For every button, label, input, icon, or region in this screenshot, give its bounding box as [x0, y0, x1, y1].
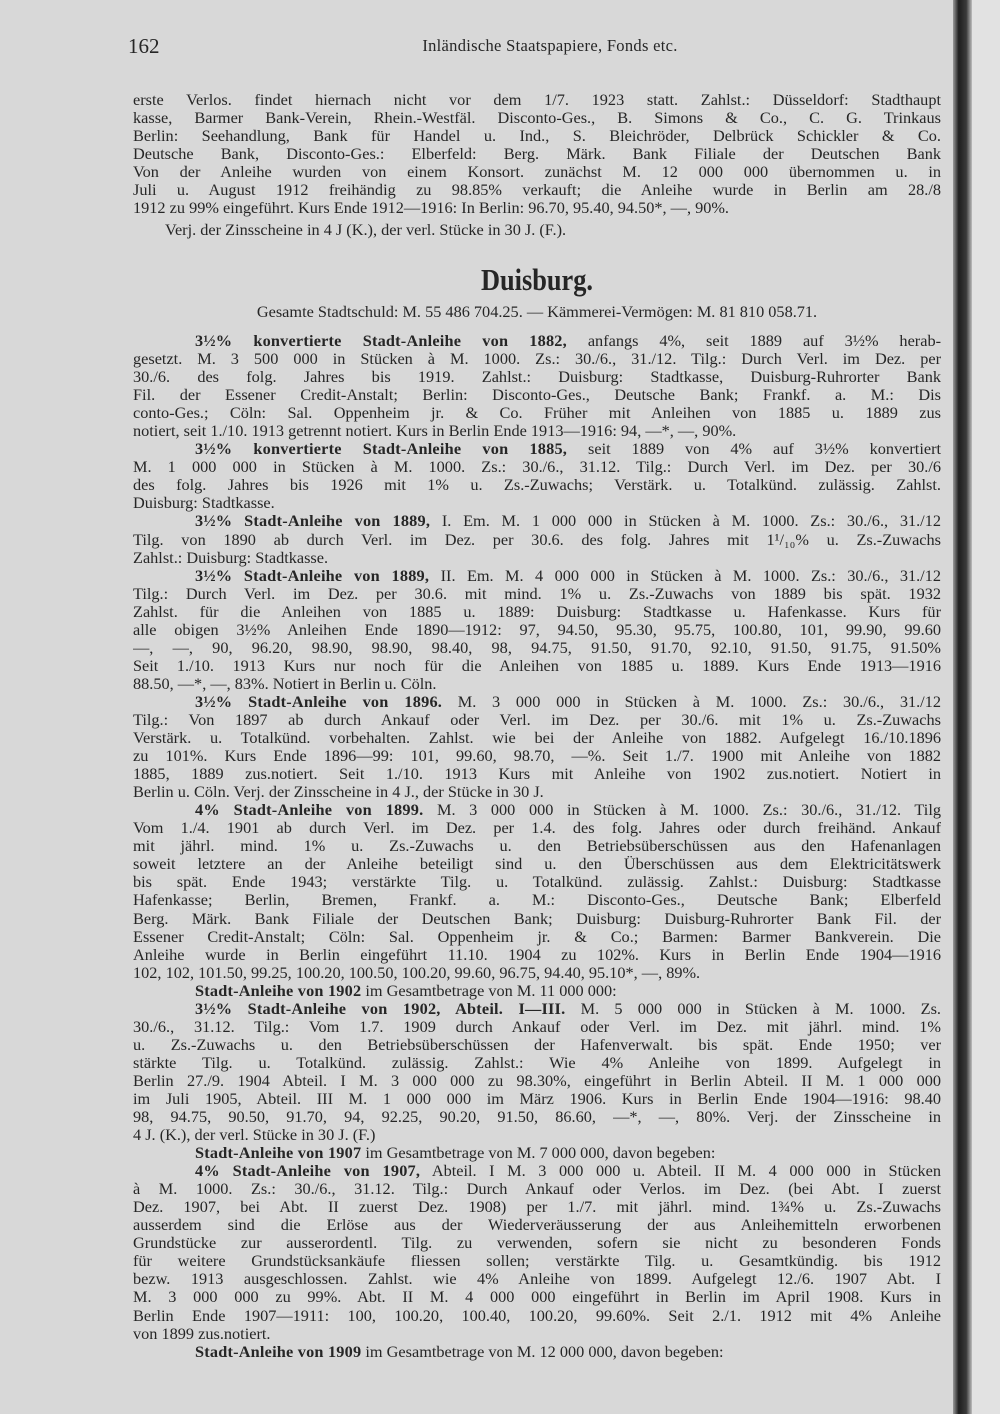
text-line: [133, 729, 941, 747]
text-run: anfangs 4%, seit 1889 auf 3½% herab-: [566, 332, 941, 350]
text-run: Dez. 1907, bei Abt. II zuerst Dez. 1908) per 1./7. mit jährl. mind. 1¾% u. Zs.-Zuwachs: [133, 1198, 941, 1217]
text-run: Tilg.: Von 1897 ab durch Ankauf oder Verl. im Dez. per 30./6. mit 1% u. Zs.-Zuwachs: [133, 710, 941, 729]
text-run: Abteil. I M. 3 000 000 u. Abteil. II M. 4 000 000 in Stücken: [420, 1162, 941, 1181]
text-line: [133, 603, 941, 621]
text-run: von 1899 zus.notiert.: [133, 1324, 271, 1343]
text-run: soweit letztere an der Anleihe beteiligt sind u. den Überschüssen aus dem Elektricitätswerk: [133, 855, 941, 874]
text-run: im Gesamtbetrage von M. 7 000 000, davon begeben:: [361, 1144, 716, 1163]
text-run: Juli u. August 1912 freihändig zu 98.85% verkauft; die Anleihe wurde in Berlin am 28./8: [133, 181, 941, 199]
text-run: Zahlst. für die Anleihen von 1885 u. 1889: Duisburg: Stadtkasse u. Hafenkasse. Kurs für: [133, 602, 941, 621]
text-run: Berlin Ende 1907—1911: 100, 100.20, 100.40, 100.20, 99.60%. Seit 2./1. 1912 mit 4% Anleihe: [133, 1306, 941, 1325]
text-run: zu 101%. Kurs Ende 1896—99: 101, 99.60, 98.70, —%. Seit 1./7. 1900 mit Anleihe von 1882: [133, 747, 941, 766]
text-run: im Gesamtbetrage von M. 11 000 000:: [361, 981, 617, 1000]
text-line: [133, 946, 941, 964]
text-line: [133, 837, 941, 855]
section-heading: Duisburg.: [480, 262, 594, 297]
loan-title: 3½% konvertierte Stadt-Anleihe von 1885,: [195, 440, 568, 459]
loan-title: 3½% konvertierte Stadt-Anleihe von 1882,: [195, 332, 567, 350]
paragraph-first-line: [133, 512, 941, 530]
text-run: M. 1 000 000 in Stücken à M. 1000. Zs.: 30./6., 31.12. Tilg.: Durch Verl. im Dez. per 30./6: [133, 458, 941, 477]
text-run: Fil. der Essener Credit-Anstalt; Berlin: Disconto-Ges., Deutsche Bank; Frankf. a. M.: Dis: [133, 386, 941, 405]
text-line: [133, 1288, 941, 1306]
text-run: im Juli 1905, Abteil. III M. 1 000 000 im März 1906. Kurs in Berlin Ende 1904—1916: 98.40: [133, 1089, 941, 1108]
text-line: [133, 765, 941, 783]
loan-title: Stadt-Anleihe von 1907: [195, 1144, 362, 1163]
page-number: 162: [128, 34, 160, 58]
paragraph-first-line: [133, 1144, 941, 1162]
loan-title: 3½% Stadt-Anleihe von 1889,: [195, 566, 430, 585]
text-line: [133, 1270, 941, 1288]
text-run: Hafenkasse; Berlin, Bremen, Frankf. a. M.: Disconto-Ges., Deutsche Bank; Elberfeld: [133, 891, 941, 910]
text-run: 88.50, —*, —, 83%. Notiert in Berlin u. Cöln.: [133, 674, 437, 693]
text-line: [133, 422, 941, 440]
text-line: [133, 1307, 941, 1325]
continued-text-block: [133, 91, 941, 239]
text-line: [133, 747, 941, 765]
loan-entries-block: [133, 332, 941, 1361]
text-line: [133, 91, 941, 109]
text-run: Vom 1./4. 1901 ab durch Verl. im Dez. per 1.4. des folg. Jahres oder durch freihänd. Ankauf: [133, 819, 941, 838]
text-run: gesetzt. M. 3 500 000 in Stücken à M. 1000. Zs.: 30./6., 31./12. Tilg.: Durch Verl. im Dez. per: [133, 350, 941, 369]
loan-title: Stadt-Anleihe von 1902: [195, 981, 362, 1000]
text-run: Berg. Märk. Bank Filiale der Deutschen Bank; Duisburg: Duisburg-Ruhrorter Bank Fil. der: [133, 909, 941, 928]
text-line: [133, 621, 941, 639]
text-line: [133, 350, 941, 368]
paragraph-first-line: [133, 982, 941, 1000]
loan-title: 3½% Stadt-Anleihe von 1889,: [195, 512, 431, 531]
text-line: [133, 783, 941, 801]
text-run: Duisburg: Stadtkasse.: [133, 494, 275, 513]
text-run: Essener Credit-Anstalt; Cöln: Sal. Oppenheim jr. & Co.; Barmen: Barmer Bankverein. Die: [133, 927, 941, 946]
text-line: [133, 145, 941, 163]
text-run: für weitere Grundstücksankäufe fliessen sollen; verstärkte Tilg. u. Gesamtkündig. bis 1912: [133, 1252, 941, 1271]
text-line: [133, 819, 941, 837]
text-line: [133, 1126, 941, 1144]
text-line: [133, 873, 941, 891]
paragraph-first-line: [133, 567, 941, 585]
loan-title: 3½% Stadt-Anleihe von 1902, Abteil. I—III.: [195, 999, 566, 1018]
text-line: [133, 1090, 941, 1108]
text-run: à M. 1000. Zs.: 30./6., 31.12. Tilg.: Durch Ankauf oder Verlos. im Dez. (bei Abt. I zuerst: [133, 1180, 941, 1199]
text-line: [133, 1198, 941, 1216]
text-line: [133, 531, 941, 549]
text-line: [133, 1072, 941, 1090]
text-line: [133, 549, 941, 567]
text-run: 4 J. (K.), der verl. Stücke in 30 J. (F.): [133, 1126, 376, 1145]
text-line: [133, 163, 941, 181]
text-line: [133, 1216, 941, 1234]
paragraph-first-line: [133, 1162, 941, 1180]
text-run: stärkte Tilg. u. Totalkünd. zulässig. Zahlst.: Wie 4% Anleihe von 1899. Aufgelegt in: [133, 1053, 941, 1072]
text-run: 1912 zu 99% eingeführt. Kurs Ende 1912—1916: In Berlin: 96.70, 95.40, 94.50*, —, 90%.: [133, 199, 729, 217]
text-run: 30./6. des folg. Jahres bis 1919. Zahlst.: Duisburg: Stadtkasse, Duisburg-Ruhrorter Bank: [133, 368, 941, 387]
text-run: Zahlst.: Duisburg: Stadtkasse.: [133, 548, 329, 567]
text-run: im Gesamtbetrage von M. 12 000 000, davon begeben:: [361, 1342, 724, 1361]
text-line: [133, 964, 941, 982]
text-line: [133, 1325, 941, 1343]
text-line: [133, 404, 941, 422]
paragraph-first-line: [133, 693, 941, 711]
paragraph-first-line: [133, 801, 941, 819]
paragraph-first-line: [133, 1000, 941, 1018]
city-debt-summary: Gesamte Stadtschuld: M. 55 486 704.25. — Kämmerei-Vermögen: M. 81 810 058.71.: [256, 302, 818, 321]
text-run: M. 5 000 000 in Stücken à M. 1000. Zs.: [565, 999, 941, 1018]
text-run: conto-Ges.; Cöln: Sal. Oppenheim jr. & Co. Früher mit Anleihen von 1885 u. 1889 zus: [133, 404, 941, 423]
text-run: Verj. der Zinsscheine in 4 J (K.), der verl. Stücke in 30 J. (F.).: [165, 221, 567, 239]
text-run: bezw. 1913 ausgeschlossen. Zahlst. wie 4% Anleihe von 1899. Aufgelegt 12./6. 1907 Abt. I: [133, 1270, 941, 1289]
page-binding-edge: [953, 0, 972, 1414]
text-run: I. Em. M. 1 000 000 in Stücken à M. 1000. Zs.: 30./6., 31./12: [430, 512, 941, 531]
text-line: [133, 1018, 941, 1036]
text-run: Tilg. von 1890 ab durch Verl. im Dez. per 30.6. des folg. Jahres mit 1¹/₁₀% u. Zs.-Zuwachs: [133, 530, 941, 549]
text-line: [133, 368, 941, 386]
text-run: des folg. Jahres bis 1926 mit 1% u. Zs.-Zuwachs; Verstärk. u. Totalkünd. zulässig. Zahlst.: [133, 476, 941, 495]
text-line: [133, 127, 941, 145]
text-run: bis spät. Ende 1943; verstärkte Tilg. u. Totalkünd. zulässig. Zahlst.: Duisburg: Stadtkasse: [133, 873, 941, 892]
text-line: [133, 1036, 941, 1054]
text-line: [133, 855, 941, 873]
text-run: —, —, 90, 96.20, 98.90, 98.90, 98.40, 98, 94.75, 91.50, 91.70, 92.10, 91.50, 91.75, 91.50%: [133, 638, 941, 657]
text-run: Verstärk. u. Totalkünd. vorbehalten. Zahlst. wie bei der Anleihe von 1882. Aufgelegt 16./10.1896: [133, 729, 941, 748]
adjacent-page-strip: [972, 0, 1000, 1414]
text-line: [133, 181, 941, 199]
text-run: Seit 1./10. 1913 Kurs nur noch für die Anleihen von 1885 u. 1889. Kurs Ende 1913—1916: [133, 656, 941, 675]
text-run: Deutsche Bank, Disconto-Ges.: Elberfeld: Berg. Märk. Bank Filiale der Deutschen Bank: [133, 145, 941, 163]
loan-title: 4% Stadt-Anleihe von 1899.: [195, 801, 424, 820]
text-run: notiert, seit 1./10. 1913 getrennt notiert. Kurs in Berlin Ende 1913—1916: 94, —*, —, 90%.: [133, 422, 737, 441]
text-line: [133, 1108, 941, 1126]
text-run: 102, 102, 101.50, 99.25, 100.20, 100.50, 100.20, 99.60, 96.75, 94.40, 95.10*, —, 89%.: [133, 963, 701, 982]
text-run: II. Em. M. 4 000 000 in Stücken à M. 1000. Zs.: 30./6., 31./12: [429, 566, 941, 585]
text-run: 98, 94.75, 90.50, 91.70, 94, 92.25, 90.20, 91.50, 86.60, —*, —, 80%. Verj. der Zinsscheine in: [133, 1108, 941, 1127]
text-run: Grundstücke zur ausserordentl. Tilg. zu verwenden, sofern sie nicht zu besonderen Fonds: [133, 1234, 941, 1253]
text-run: erste Verlos. findet hiernach nicht vor dem 1/7. 1923 statt. Zahlst.: Düsseldorf: Stadthaupt: [133, 91, 941, 109]
text-line: [133, 675, 941, 693]
loan-title: 3½% Stadt-Anleihe von 1896.: [195, 692, 443, 711]
text-run: Tilg.: Durch Verl. im Dez. per 30.6. mit mind. 1% u. Zs.-Zuwachs von 1889 bis spät. 1932: [133, 584, 941, 603]
text-line: [133, 1234, 941, 1252]
text-run: kasse, Barmer Bank-Verein, Rhein.-Westfäl. Disconto-Ges., B. Simons & Co., C. G. Trinkaus: [133, 109, 941, 127]
text-run: Berlin u. Cöln. Verj. der Zinsscheine in 4 J., der Stücke in 30 J.: [133, 783, 544, 802]
text-line: [133, 910, 941, 928]
text-line: [133, 476, 941, 494]
text-run: seit 1889 von 4% auf 3½% konvertiert: [567, 440, 941, 459]
paragraph-first-line: [133, 440, 941, 458]
text-line: [133, 386, 941, 404]
text-line: [133, 928, 941, 946]
paragraph-first-line: [133, 1343, 941, 1361]
text-run: M. 3 000 000 in Stücken à M. 1000. Zs.: 30./6., 31./12: [442, 692, 941, 711]
text-run: Von der Anleihe wurden von einem Konsort. zunächst M. 12 000 000 übernommen u. in: [133, 163, 941, 181]
text-run: Berlin 27./9. 1904 Abteil. I M. 3 000 000 zu 98.30%, eingeführt in Berlin Abteil. II M. 1 000 000: [133, 1071, 941, 1090]
text-line: [133, 639, 941, 657]
text-run: mit jährl. mind. 1% u. Zs.-Zuwachs u. den Betriebsüberschüssen aus den Hafenanlagen: [133, 837, 941, 856]
text-run: u. Zs.-Zuwachs u. den Betriebsüberschüssen der Hafenverwalt. bis spät. Ende 1950; ver: [133, 1035, 941, 1054]
text-line: [133, 1180, 941, 1198]
loan-title: 4% Stadt-Anleihe von 1907,: [195, 1162, 421, 1181]
text-line: [133, 891, 941, 909]
paragraph-first-line: [133, 332, 941, 350]
running-title: Inländische Staatspapiere, Fonds etc.: [422, 36, 678, 55]
text-run: 1885, 1889 zus.notiert. Seit 1./10. 1913 Kurs mit Anleihe von 1902 zus.notiert. Notiert in: [133, 765, 941, 784]
text-run: M. 3 000 000 in Stücken à M. 1000. Zs.: 30./6., 31./12. Tilg: [423, 801, 941, 820]
text-line: [133, 1252, 941, 1270]
text-line: [133, 711, 941, 729]
text-run: 30./6., 31.12. Tilg.: Vom 1.7. 1909 durch Ankauf oder Verl. im Dez. mit jährl. mind. 1%: [133, 1017, 941, 1036]
text-run: Anleihe wurde in Berlin eingeführt 11.10. 1904 zu 102%. Kurs in Berlin Ende 1904—1916: [133, 945, 941, 964]
loan-title: Stadt-Anleihe von 1909: [195, 1342, 362, 1361]
text-line: [133, 458, 941, 476]
text-run: Berlin: Seehandlung, Bank für Handel u. Ind., S. Bleichröder, Delbrück Schickler & Co.: [133, 127, 941, 145]
text-run: alle obigen 3½% Anleihen Ende 1890—1912: 97, 94.50, 95.30, 95.75, 100.80, 101, 99.90, 99.60: [133, 620, 941, 639]
text-run: M. 3 000 000 zu 99%. Abt. II M. 4 000 000 eingeführt in Berlin im April 1908. Kurs in: [133, 1288, 941, 1307]
text-line: [133, 109, 941, 127]
paragraph-first-line: [133, 221, 941, 239]
text-line: [133, 1054, 941, 1072]
text-line: [133, 657, 941, 675]
text-run: ausserdem sind die Erlöse aus der Wiederveräusserung der aus Anleihemitteln erworbenen: [133, 1216, 941, 1235]
text-line: [133, 585, 941, 603]
text-line: [133, 494, 941, 512]
text-line: [133, 199, 941, 217]
